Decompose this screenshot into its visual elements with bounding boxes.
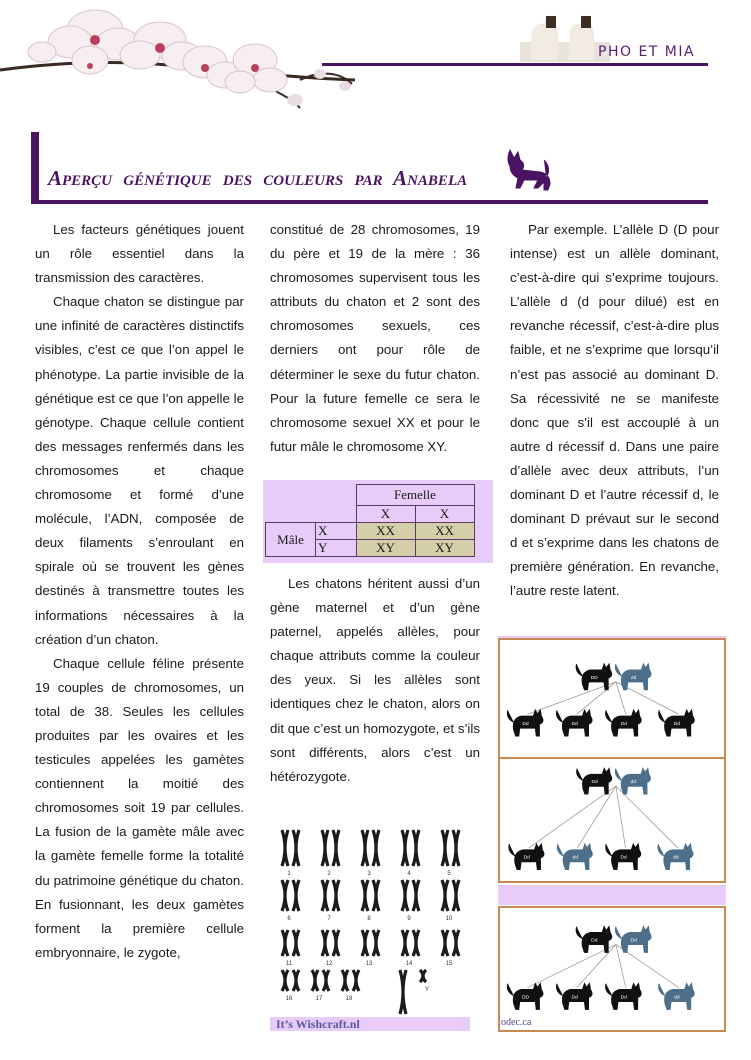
chromosome-pair [362,930,379,956]
chromosome-pair [400,970,406,1014]
inheritance-diagram-3 [498,906,726,1032]
chromosome-pair [322,830,339,866]
table-header-male: Mâle [266,523,316,557]
title-underline [31,200,708,204]
paragraph: Les facteurs génétiques jouent un rôle essentiel dans la transmission des caractères. [35,222,244,286]
title-accent-bar [31,132,39,204]
genotype-label: dd [630,675,637,681]
siamese-cats-photo [520,2,610,62]
chromosome-pair [402,930,419,956]
chromosome-pair [420,970,426,982]
table-cell: XX [415,523,474,540]
genotype-label: dd [674,995,680,1001]
chromosome-pair [282,830,299,866]
genotype-label: Dd [571,722,578,728]
chromosome-pair [322,930,339,956]
chromosome-pair [282,970,299,991]
chromosome-label: 7 [327,916,331,922]
karyotype-credit: It’s Wishcraft.nl [276,1017,360,1031]
inheritance-diagram-1 [498,638,726,764]
chromosome-pair [402,880,419,911]
chromosome-pair [342,970,359,991]
genotype-label: Dd [620,995,627,1001]
genotype-label: Dd [591,938,598,944]
page-title: Aperçu génétique des couleurs par Anabela [48,166,468,190]
chromosome-pair [442,930,459,956]
chromosome-label: 3 [367,871,371,877]
chromosome-label: 2 [327,871,331,877]
genotype-label: dd [630,780,636,786]
genotype-label: Dd [673,722,680,728]
paragraph: Par exemple. L’allèle D (D pour intense) est un allèle dominant, c’est-à-dire qui s’exprime toujours. L’allèle d (d pour dilué) est en revanche récessif, c’est-à-dire plus faible, et ne s’exprime que lorsqu’il n’est pas associé au dominant D. Sa récessivité ne se manifeste donc que s’il est accouplé à un autre d récessif d. Dans une paire d’allèle avec deux attributs, l’un dominant D et l’autre récessif d, le dominant D prévaut sur le second d et s’exprime dans les chatons de première génération. En revanche, l’autre reste latent. [510,222,719,599]
chromosome-label: 9 [407,916,411,922]
chromosome-pair [312,970,329,991]
chromosome-label: Y [424,987,430,993]
diagram-credit: odec.ca [501,1017,532,1028]
chromosome-pair [362,830,379,866]
brand-name: PHO ET MIA [598,44,696,60]
chromosome-pair [362,880,379,911]
chromosome-pair [442,880,459,911]
chromosome-pair [282,880,299,911]
chromosome-label: 5 [447,871,451,877]
table-cell: XY [356,540,415,557]
chromosome-label: 1 [287,871,291,877]
chromosome-label: 13 [365,961,373,967]
paragraph: Les chatons héritent aussi d’un gène maternel et d’un gène paternel, appelés allèles, pour chaque attributs comme la couleur des yeux. Si les allèles sont identiques chez le chaton, alors on dit que c’est un homozygote, et s’ils sont différents, alors c’est un hétérozygote. [270,576,480,784]
diagram-band [498,885,726,905]
article-column-3 [510,218,719,604]
table-header-female: Femelle [356,485,474,506]
table-cell: X [316,523,357,540]
chromosome-label: 12 [325,961,333,967]
orchid-branch-image [0,0,360,120]
genotype-label: DD [521,995,530,1001]
chromosome-label: 14 [405,961,413,967]
genotype-label: dd [673,855,679,861]
chromosome-label: 11 [285,961,293,967]
inheritance-diagram-2 [498,757,726,883]
table-cell: X [356,506,415,523]
chromosome-label: 6 [287,916,291,922]
chromosome-pair [442,830,459,866]
genotype-label: Dd [571,995,578,1001]
genotype-label: Dd [591,780,598,786]
genotype-label: Dd [523,855,530,861]
chromosome-pair [402,830,419,866]
genotype-label: Dd [620,855,627,861]
genotype-label: Dd [522,722,529,728]
article-column-2-lower [270,572,480,789]
genotype-label: Dd [620,722,627,728]
table-cell: X [415,506,474,523]
chromosome-label: 8 [367,916,371,922]
chromosome-label: 17 [315,996,323,1002]
article-column-2 [270,218,480,459]
table-cell: Y [316,540,357,557]
genotype-label: DD [590,675,598,681]
chromosome-pair [282,930,299,956]
table-cell: XX [356,523,415,540]
chromosome-label: 10 [445,916,453,922]
chromosome-pair [322,880,339,911]
paragraph: Chaque chaton se distingue par une infinité de caractères distinctifs visibles, c’est ce que l’on appel le phénotype. La partie invisible de la génétique est ce que l’on appelle le génotype. Chaque cellule contient des messages renfermés dans les chromosomes et chaque chromosome et formé d’une molécule, l’ADN, composée de deux filaments s’enroulant en spirale où se trouvent les gènes destinés à transmettre toutes les informations nécessaires à la création d’un chaton. [35,294,244,647]
karyotype-image [270,820,470,1032]
header-rule [322,63,708,66]
chromosome-label: 18 [345,996,353,1002]
chromosome-label: 15 [445,961,453,967]
chromosome-label: 4 [407,871,411,877]
table-cell: XY [415,540,474,557]
cat-silhouette-icon [500,148,552,192]
chromosome-sex-table [265,484,475,557]
genotype-label: Dd [630,938,637,944]
paragraph: constitué de 28 chromosomes, 19 du père et 19 de la mère : 36 chromosomes supervisent tous les attributs du chaton et 2 sont des chromosomes sexuels, ces derniers ont pour rôle de déterminer le sexe du futur chaton. Pour la future femelle ce sera le chromosome sexuel XX et pour le futur mâle le chromosome XY. [270,222,480,454]
article-column-1 [35,218,244,965]
paragraph: Chaque cellule féline présente 19 couples de chromosomes, un total de 38. Seules les cellules produites par les ovaires et les testicules appelées les gamètes contiennent la moitié des chromosomes soit 19 par cellules. La fusion de la gamète mâle avec la gamète femelle forme la totalité du patrimoine génétique du chaton. En fusionnant, les deux gamètes forment la première cellule embryonnaire, le zygote, [35,655,244,960]
chromosome-label: 16 [285,996,293,1002]
genotype-label: dd [572,855,578,861]
